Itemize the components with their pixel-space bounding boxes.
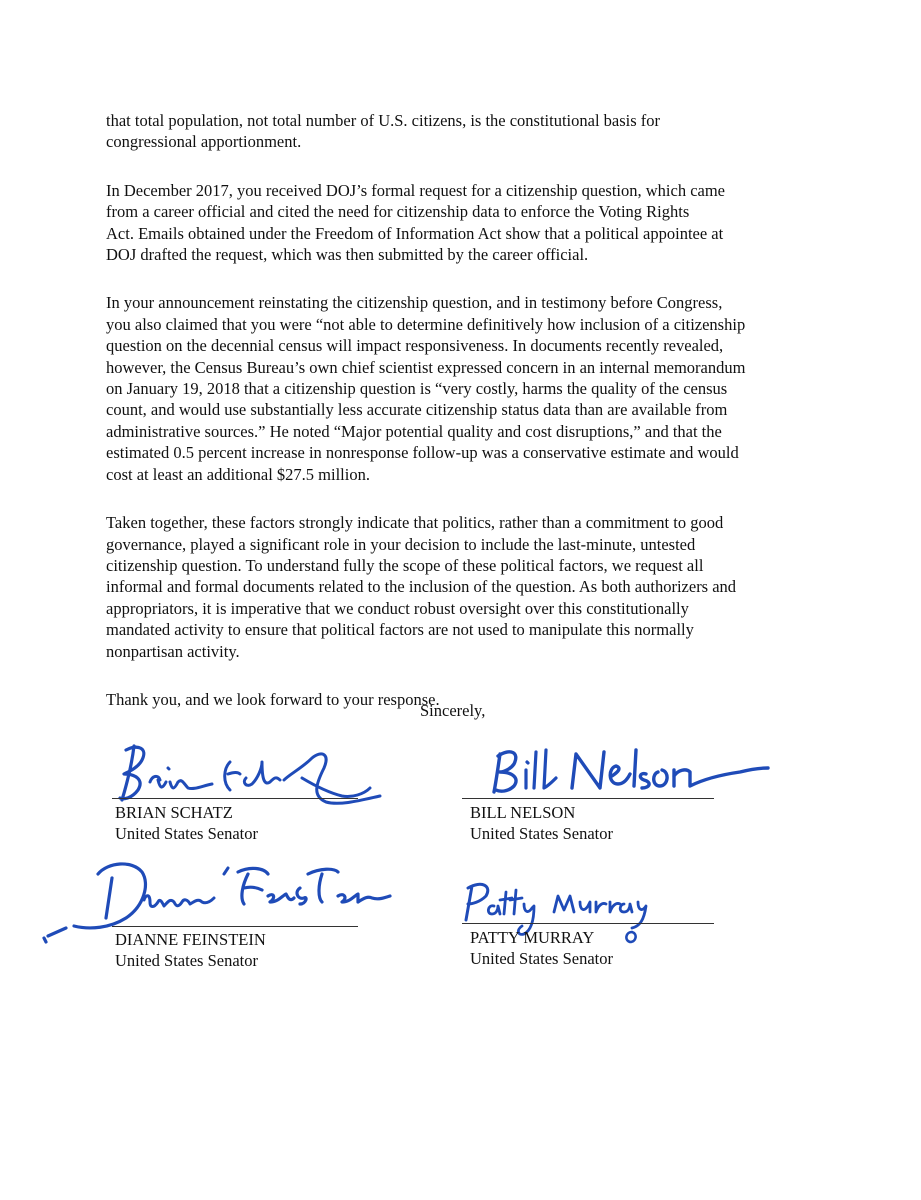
paragraph-apportionment: that total population, not total number of U.S. citizens, is the constitutional basis for congressional apportionment. [106,111,661,152]
paragraph-thank-you: Thank you, and we look forward to your response. [106,689,440,709]
paragraph-doj-request: In December 2017, you received DOJ’s formal request for a citizenship question, which came from a career official and cited the need for citizenship data to enforce the Voting Rights Act. Emails obtained under the Freedom of Information Act show that a political appointee at DOJ drafted the request, which was then submitted by the career official. [106,180,725,265]
signatory-name-murray: PATTY MURRAY [470,928,595,947]
closing-salutation: Sincerely, [420,701,486,720]
signature-line-murray [462,923,714,924]
letter-body [106,110,826,737]
paragraph-political-factors: Taken together, these factors strongly indicate that politics, rather than a commitment to good governance, played a significant role in your decision to include the last-minute, untested citizenship question. To understand fully the scope of these political factors, we request all informal and formal documents related to the inclusion of the question. As both authorizers and appropriators, it is imperative that we conduct robust oversight over this constitutionally mandated activity to ensure that political factors are not used to manipulate this normally nonpartisan activity. [106,513,737,661]
signatory-name-feinstein: DIANNE FEINSTEIN [115,930,266,949]
signature-line-nelson [462,798,714,799]
signatory-title-murray: United States Senator [470,949,613,968]
signatory-name-nelson: BILL NELSON [470,803,576,822]
signatory-title-nelson: United States Senator [470,824,613,843]
signatory-title-schatz: United States Senator [115,824,258,843]
signature-bill-nelson [486,742,776,797]
signature-line-feinstein [112,926,358,927]
paragraph-census-memo: In your announcement reinstating the citizenship question, and in testimony before Congress, you also claimed that you were “not able to determine definitively how inclusion of a citizenship question on the decennial census will impact responsiveness. In documents recently revealed, however, the Census Bureau’s own chief scientist expressed concern in an internal memorandum on January 19, 2018 that a citizenship question is “very costly, harms the quality of the census count, and would use substantially less accurate citizenship status data than are available from administrative sources.” He noted “Major potential quality and cost disruptions,” and that the estimated 0.5 percent increase in nonresponse follow-up was a conservative estimate and would cost at least an additional $27.5 million. [106,293,746,484]
signatory-name-schatz: BRIAN SCHATZ [115,803,233,822]
signature-line-schatz [112,798,358,799]
signatory-title-feinstein: United States Senator [115,951,258,970]
